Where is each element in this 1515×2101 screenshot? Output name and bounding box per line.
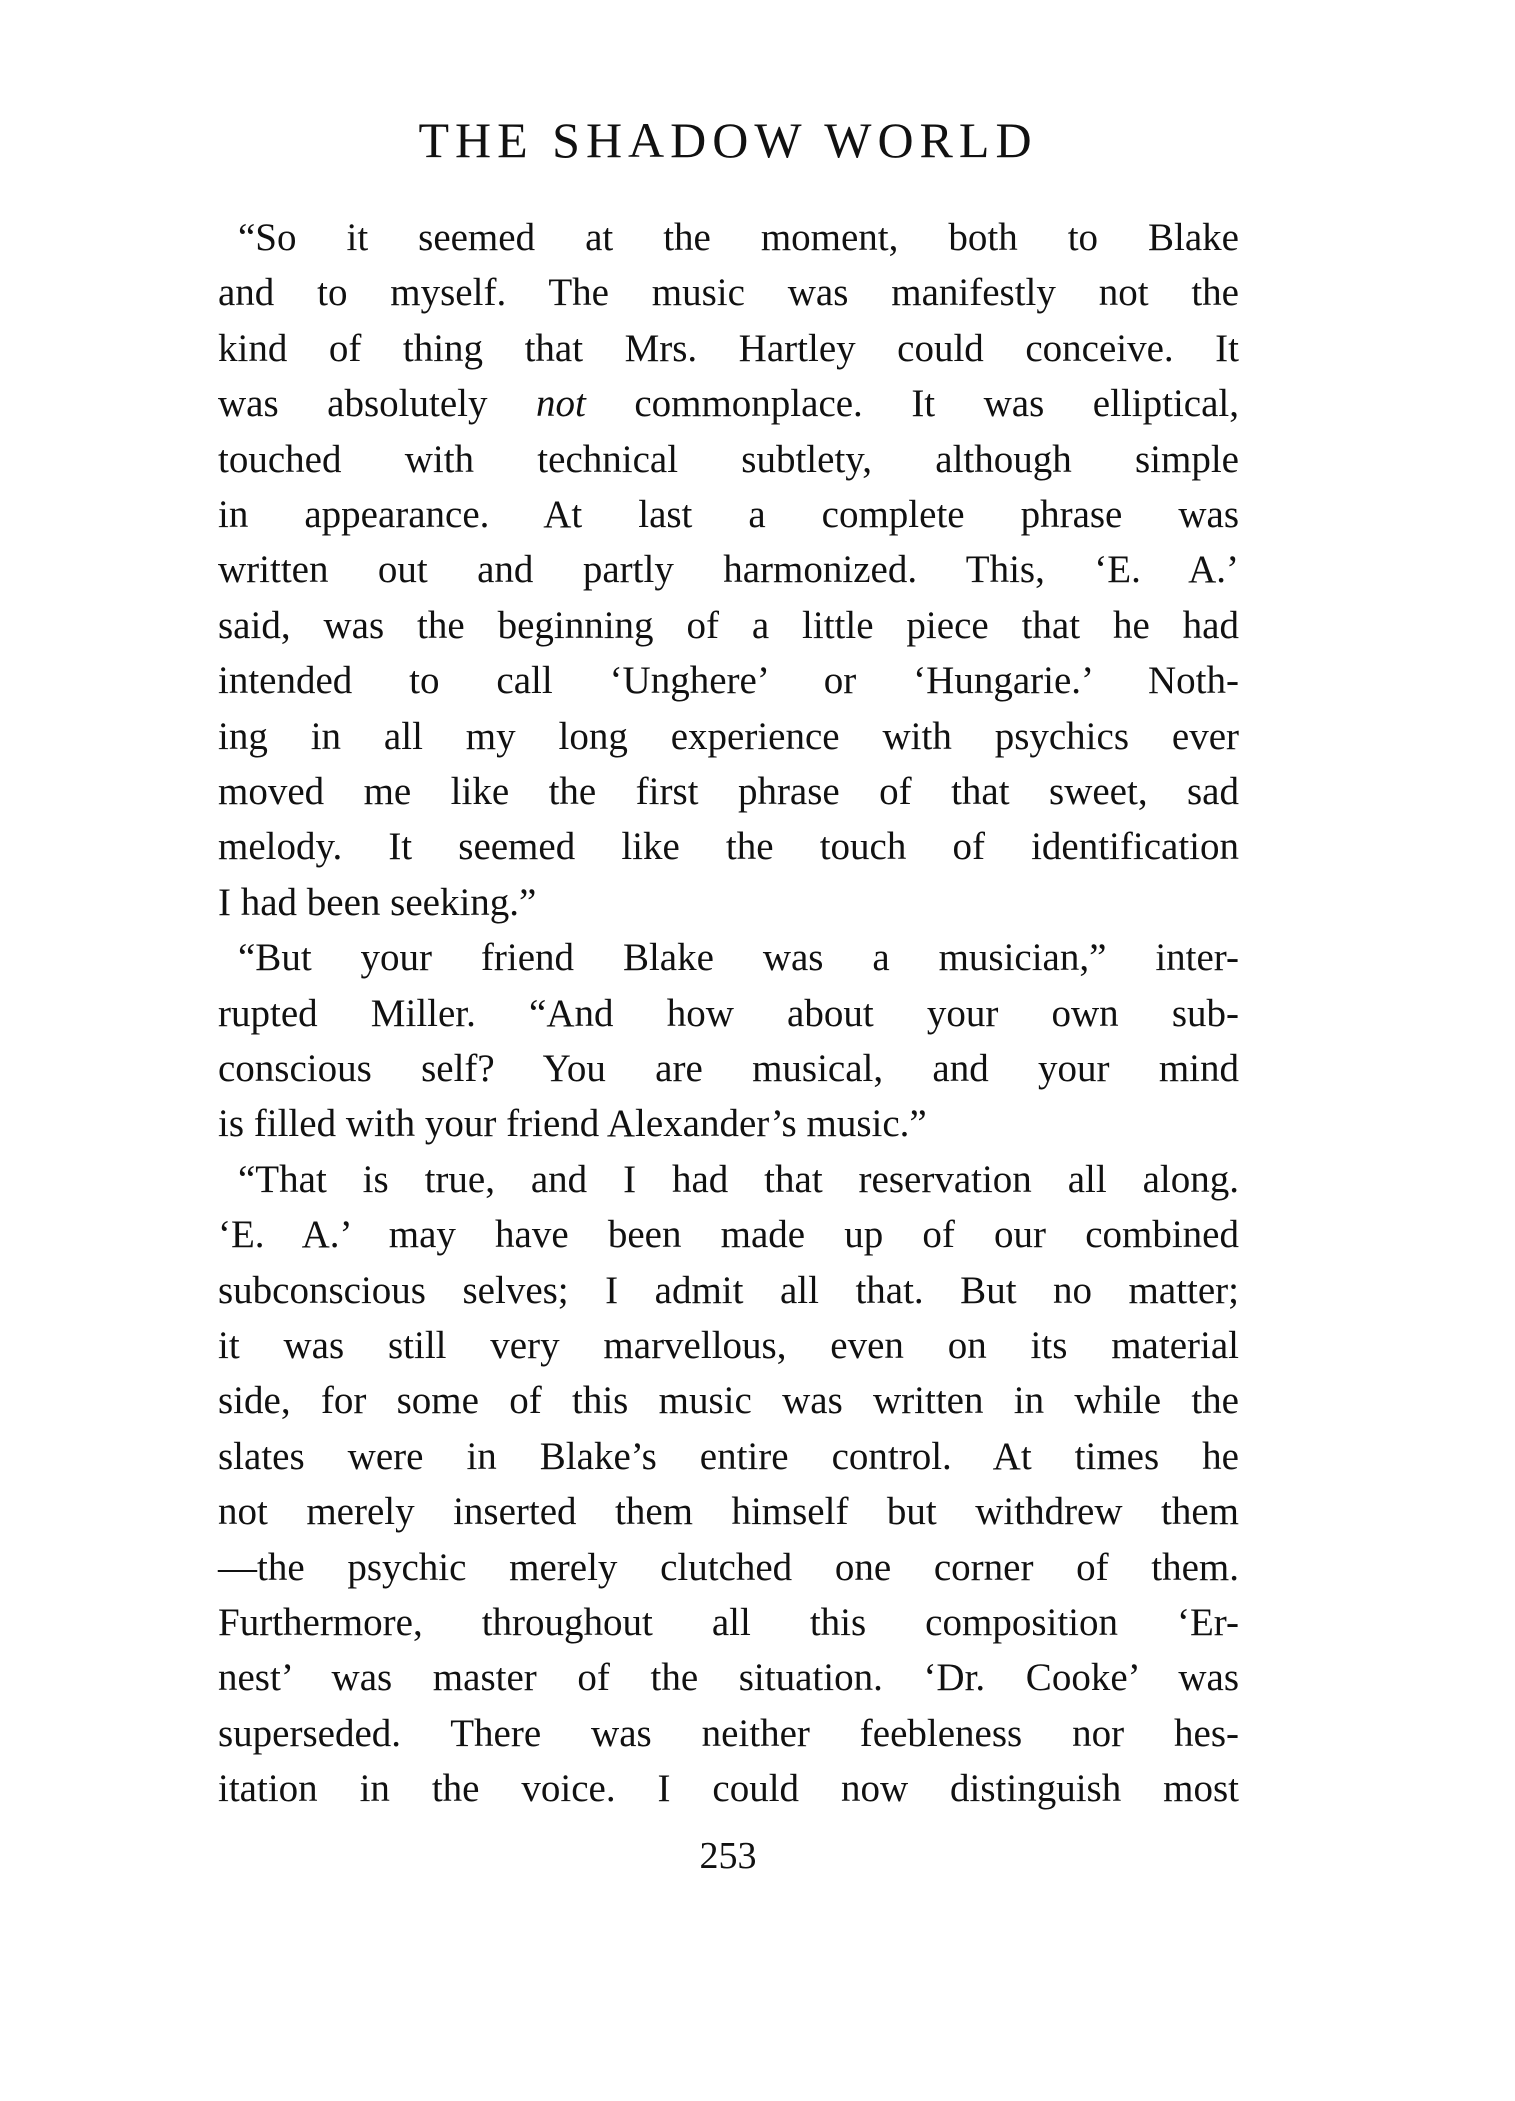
text-line bbox=[218, 376, 1239, 432]
text-segment: was absolutely bbox=[218, 382, 536, 426]
text-segment: it was still very marvellous, even on its material bbox=[218, 1324, 1239, 1367]
text-segment: Furthermore, throughout all this composition ‘Er- bbox=[218, 1601, 1239, 1644]
text-segment: moved me like the first phrase of that sweet, sad bbox=[218, 770, 1239, 813]
text-segment: nest’ was master of the situation. ‘Dr. Cooke’ was bbox=[218, 1656, 1239, 1700]
text-line bbox=[218, 1706, 1239, 1762]
running-title: THE SHADOW WORLD bbox=[418, 112, 1038, 168]
text-segment: conscious self? You are musical, and your mind bbox=[218, 1047, 1239, 1090]
text-segment: slates were in Blake’s entire control. At times he bbox=[218, 1434, 1239, 1478]
text-line bbox=[218, 653, 1239, 709]
text-line bbox=[218, 432, 1239, 488]
text-segment: subconscious selves; I admit all that. But no matter; bbox=[218, 1268, 1239, 1312]
text-segment: said, was the beginning of a little piece that he had bbox=[218, 603, 1239, 647]
text-segment: kind of thing that Mrs. Hartley could conceive. It bbox=[218, 326, 1239, 370]
text-segment: intended to call ‘Unghere’ or ‘Hungarie.’ Noth- bbox=[218, 659, 1239, 703]
text-segment: and to myself. The music was manifestly not the bbox=[218, 271, 1239, 315]
text-segment: ing in all my long experience with psychics ever bbox=[218, 714, 1239, 758]
text-segment: rupted Miller. “And how about your own sub- bbox=[218, 991, 1239, 1035]
text-segment: in appearance. At last a complete phrase was bbox=[218, 493, 1239, 536]
text-line bbox=[238, 1152, 1239, 1208]
text-line bbox=[238, 930, 1239, 986]
text-segment: “So it seemed at the moment, both to Blake bbox=[238, 216, 1239, 259]
text-segment: melody. It seemed like the touch of identification bbox=[218, 825, 1239, 869]
text-segment: side, for some of this music was written in while the bbox=[218, 1379, 1239, 1423]
text-segment: “That is true, and I had that reservation all along. bbox=[238, 1157, 1239, 1201]
text-segment: “But your friend Blake was a musician,” inter- bbox=[238, 936, 1239, 980]
text-line bbox=[218, 1484, 1239, 1540]
text-segment: touched with technical subtlety, although simple bbox=[218, 437, 1239, 481]
text-segment: commonplace. It was elliptical, bbox=[585, 382, 1239, 426]
page-number: 253 bbox=[699, 1835, 757, 1877]
text-line bbox=[218, 1429, 1239, 1485]
text-line bbox=[218, 1650, 1239, 1706]
text-line bbox=[218, 1540, 1239, 1596]
text-line bbox=[218, 542, 1239, 598]
text-line bbox=[238, 210, 1239, 266]
text-segment: —the psychic merely clutched one corner of them. bbox=[218, 1545, 1239, 1589]
text-line bbox=[218, 487, 1239, 543]
text-line bbox=[218, 321, 1239, 377]
text-line bbox=[218, 1595, 1239, 1651]
text-line bbox=[218, 1373, 1239, 1429]
text-segment: I had been seeking.” bbox=[218, 880, 537, 924]
text-line bbox=[218, 709, 1239, 765]
text-segment: is filled with your friend Alexander’s music.” bbox=[218, 1102, 927, 1146]
text-line bbox=[218, 986, 1239, 1042]
text-line bbox=[218, 1096, 1239, 1152]
text-line bbox=[218, 598, 1239, 654]
text-line bbox=[218, 265, 1239, 321]
text-line bbox=[218, 1263, 1239, 1319]
text-segment: itation in the voice. I could now distinguish most bbox=[218, 1767, 1239, 1811]
text-line bbox=[218, 1041, 1239, 1097]
text-line bbox=[218, 1761, 1239, 1817]
text-line bbox=[218, 1318, 1239, 1374]
text-segment: written out and partly harmonized. This, ‘E. A.’ bbox=[218, 548, 1239, 592]
italic-text: not bbox=[535, 382, 586, 426]
text-line bbox=[218, 875, 1239, 931]
text-segment: superseded. There was neither feebleness nor hes- bbox=[218, 1711, 1239, 1755]
text-line bbox=[218, 1207, 1239, 1263]
text-segment: not merely inserted them himself but withdrew them bbox=[218, 1490, 1239, 1534]
text-line bbox=[218, 819, 1239, 875]
text-segment: ‘E. A.’ may have been made up of our combined bbox=[218, 1213, 1239, 1257]
text-line bbox=[218, 764, 1239, 820]
